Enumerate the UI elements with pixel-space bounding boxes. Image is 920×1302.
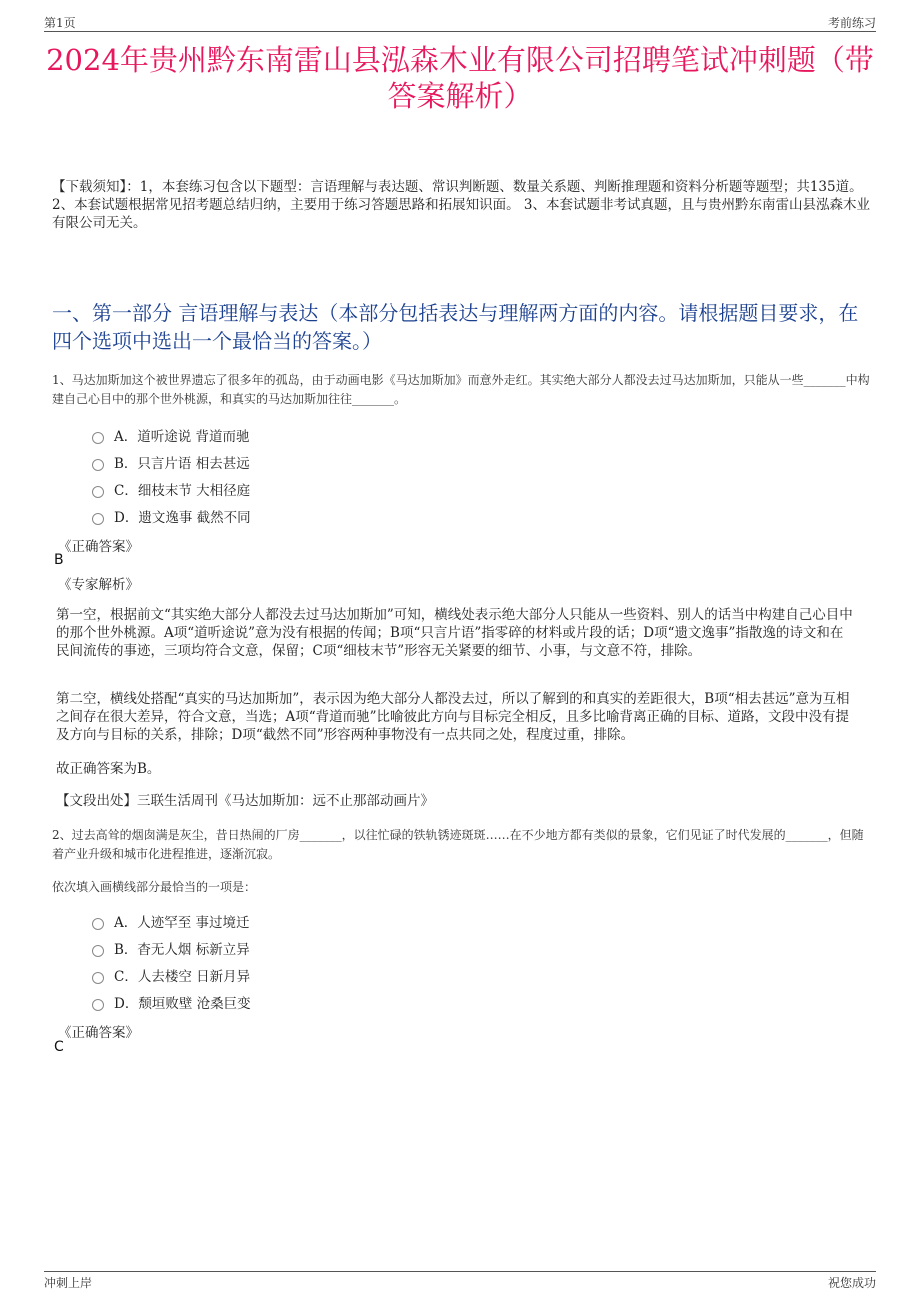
radio-icon[interactable] bbox=[92, 945, 104, 957]
question-2-stem: 2、过去高耸的烟囱满是灰尘，昔日热闹的厂房_______，以往忙碌的铁轨锈迹斑斑……在不少地方都有类似的景象，它们见证了时代发展的_______，但随着产业升级和城市化进程推进，逐渐沉寂。 bbox=[52, 828, 864, 861]
section-heading: 一、第一部分 言语理解与表达（本部分包括表达与理解两方面的内容。请根据题目要求，在四个选项中选出一个最恰当的答案。） bbox=[52, 301, 859, 353]
radio-icon[interactable] bbox=[92, 972, 104, 984]
option-d[interactable] bbox=[92, 502, 251, 529]
option-label: C．细枝末节 大相径庭 bbox=[114, 482, 251, 499]
answer-value: C bbox=[54, 1039, 64, 1055]
option-d[interactable] bbox=[92, 988, 251, 1015]
option-b[interactable] bbox=[92, 934, 251, 961]
question-2-options bbox=[92, 907, 251, 1015]
download-notice: 【下载须知】：1，本套练习包含以下题型：言语理解与表达题、常识判断题、数量关系题、判断推理题和资料分析题等题型；共135道。 2、本套试题根据常见招考题总结归纳，主要用于练习答题思路和拓展知识面。 3、本套试题非考试真题，且与贵州黔东南雷山县泓森木业有限公司无关。 bbox=[52, 179, 870, 231]
radio-icon[interactable] bbox=[92, 432, 104, 444]
option-label: A．道听途说 背道而驰 bbox=[114, 428, 250, 445]
radio-icon[interactable] bbox=[92, 486, 104, 498]
option-a[interactable] bbox=[92, 907, 251, 934]
option-c[interactable] bbox=[92, 961, 251, 988]
answer-label: 《正确答案》 bbox=[58, 1025, 139, 1041]
radio-icon[interactable] bbox=[92, 459, 104, 471]
source-citation: 【文段出处】三联生活周刊《马达加斯加：远不止那部动画片》 bbox=[56, 793, 434, 809]
question-2-prompt: 依次填入画横线部分最恰当的一项是： bbox=[52, 880, 257, 894]
analysis-paragraph-1: 第一空，根据前文“其实绝大部分人都没去过马达加斯加”可知，横线处表示绝大部分人只能从一些资料、别人的话当中构建自己心目中的那个世外桃源。A项“道听途说”意为没有根据的传闻；B项“只言片语”指零碎的材料或片段的话；D项“遗文逸事”指散逸的诗文和在民间流传的事迹，三项均符合文意，保留；C项“细枝末节”形容无关紧要的细节、小事，与文意不符，排除。 bbox=[56, 607, 853, 659]
option-label: C．人去楼空 日新月异 bbox=[114, 968, 251, 985]
option-label: B．只言片语 相去甚远 bbox=[114, 455, 250, 472]
option-label: D．遗文逸事 截然不同 bbox=[114, 509, 251, 526]
question-1-options bbox=[92, 421, 251, 529]
radio-icon[interactable] bbox=[92, 999, 104, 1011]
radio-icon[interactable] bbox=[92, 513, 104, 525]
page-footer bbox=[44, 1271, 876, 1290]
question-1-stem: 1、马达加斯加这个被世界遗忘了很多年的孤岛，由于动画电影《马达加斯加》而意外走红。其实绝大部分人都没去过马达加斯加，只能从一些_______中构建自己心目中的那个世外桃源，和真实的马达加斯加往往_______。 bbox=[52, 373, 870, 406]
answer-label: 《正确答案》 bbox=[58, 539, 139, 555]
footer-right: 祝您成功 bbox=[827, 1276, 876, 1290]
option-c[interactable] bbox=[92, 475, 251, 502]
page-title: 2024年贵州黔东南雷山县泓森木业有限公司招聘笔试冲刺题（带答案解析） bbox=[46, 43, 874, 113]
analysis-paragraph-2: 第二空，横线处搭配“真实的马达加斯加”，表示因为绝大部分人都没去过，所以了解到的和真实的差距很大，B项“相去甚远”意为互相之间存在很大差异，符合文意，当选；A项“背道而驰”比喻彼此方向与目标完全相反，且多比喻背离正确的目标、道路，文段中没有提及方向与目标的关系，排除；D项“截然不同”形容两种事物没有一点共同之处，程度过重，排除。 bbox=[56, 691, 850, 743]
answer-value: B bbox=[54, 552, 64, 568]
page-header bbox=[44, 14, 876, 32]
option-a[interactable] bbox=[92, 421, 251, 448]
analysis-label: 《专家解析》 bbox=[58, 577, 139, 593]
option-label: B．杳无人烟 标新立异 bbox=[114, 941, 250, 958]
header-tag: 考前练习 bbox=[827, 16, 876, 30]
footer-left: 冲刺上岸 bbox=[44, 1276, 93, 1290]
option-b[interactable] bbox=[92, 448, 251, 475]
radio-icon[interactable] bbox=[92, 918, 104, 930]
page-number: 第1页 bbox=[44, 16, 76, 30]
analysis-conclusion: 故正确答案为B。 bbox=[56, 761, 161, 777]
option-label: D．颓垣败壁 沧桑巨变 bbox=[114, 995, 251, 1012]
option-label: A．人迹罕至 事过境迁 bbox=[114, 914, 250, 931]
